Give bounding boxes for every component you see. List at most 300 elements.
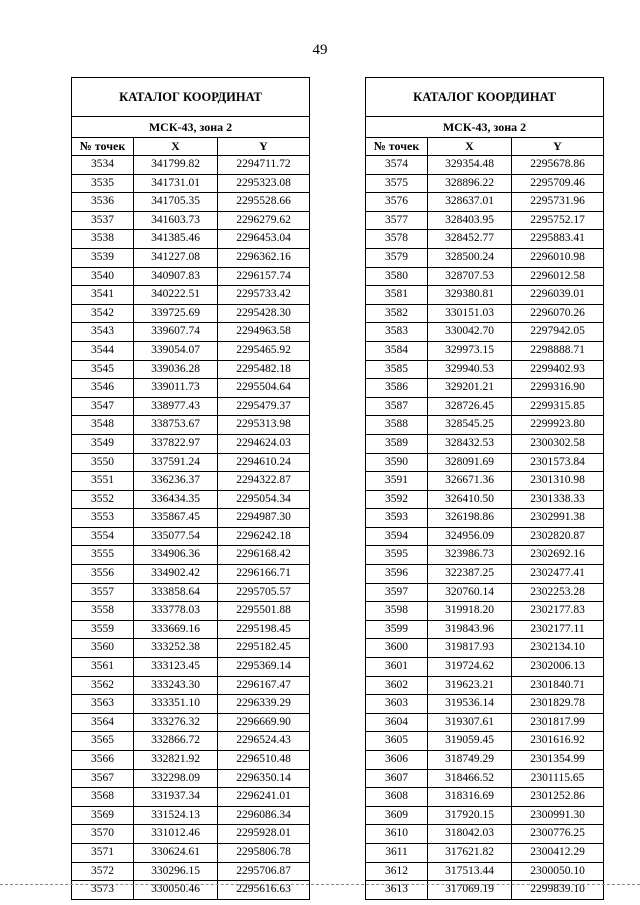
point-number-cell: 3613 (366, 881, 428, 900)
x-coordinate-cell: 338977.43 (134, 397, 218, 416)
table-row (72, 379, 310, 398)
point-number-cell: 3538 (72, 230, 134, 249)
x-coordinate-cell: 326198.86 (428, 509, 512, 528)
y-coordinate-cell: 2296167.47 (218, 676, 310, 695)
y-coordinate-cell: 2299923.80 (512, 416, 604, 435)
point-number-cell: 3591 (366, 472, 428, 491)
x-coordinate-cell: 331937.34 (134, 788, 218, 807)
table-row (366, 509, 604, 528)
point-number-cell: 3558 (72, 602, 134, 621)
x-coordinate-cell: 318042.03 (428, 825, 512, 844)
catalog-title: КАТАЛОГ КООРДИНАТ (366, 78, 604, 117)
y-coordinate-cell: 2296157.74 (218, 267, 310, 286)
point-number-cell: 3585 (366, 360, 428, 379)
table-row (366, 527, 604, 546)
y-coordinate-cell: 2301310.98 (512, 472, 604, 491)
x-coordinate-cell: 319843.96 (428, 620, 512, 639)
table-row (72, 434, 310, 453)
y-coordinate-cell: 2295313.98 (218, 416, 310, 435)
y-coordinate-cell: 2302820.87 (512, 527, 604, 546)
y-coordinate-cell: 2295731.96 (512, 193, 604, 212)
point-number-cell: 3560 (72, 639, 134, 658)
table-row (72, 583, 310, 602)
y-coordinate-cell: 2295528.66 (218, 193, 310, 212)
y-coordinate-cell: 2299402.93 (512, 360, 604, 379)
x-coordinate-cell: 317069.19 (428, 881, 512, 900)
y-coordinate-cell: 2295733.42 (218, 286, 310, 305)
y-coordinate-cell: 2295465.92 (218, 341, 310, 360)
table-row (366, 397, 604, 416)
table-row (72, 639, 310, 658)
point-number-cell: 3583 (366, 323, 428, 342)
table-row (366, 174, 604, 193)
table-row (366, 360, 604, 379)
page-bottom-rule (0, 884, 640, 885)
x-coordinate-cell: 333123.45 (134, 658, 218, 677)
point-number-cell: 3602 (366, 676, 428, 695)
table-row (72, 416, 310, 435)
point-number-cell: 3552 (72, 490, 134, 509)
y-coordinate-cell: 2301817.99 (512, 713, 604, 732)
y-coordinate-cell: 2295182.45 (218, 639, 310, 658)
y-coordinate-cell: 2295501.88 (218, 602, 310, 621)
y-coordinate-cell: 2301115.65 (512, 769, 604, 788)
x-coordinate-cell: 332866.72 (134, 732, 218, 751)
y-coordinate-cell: 2302692.16 (512, 546, 604, 565)
point-number-cell: 3548 (72, 416, 134, 435)
point-number-cell: 3536 (72, 193, 134, 212)
y-coordinate-cell: 2295482.18 (218, 360, 310, 379)
table-row (72, 286, 310, 305)
table-row (72, 304, 310, 323)
x-coordinate-cell: 330624.61 (134, 843, 218, 862)
table-row (72, 193, 310, 212)
x-coordinate-cell: 335867.45 (134, 509, 218, 528)
y-coordinate-cell: 2296339.29 (218, 695, 310, 714)
table-row (72, 174, 310, 193)
y-coordinate-cell: 2295369.14 (218, 658, 310, 677)
point-number-cell: 3584 (366, 341, 428, 360)
y-coordinate-cell: 2296279.62 (218, 211, 310, 230)
point-number-cell: 3549 (72, 434, 134, 453)
point-number-cell: 3571 (72, 843, 134, 862)
x-coordinate-cell: 341731.01 (134, 174, 218, 193)
x-coordinate-cell: 328545.25 (428, 416, 512, 435)
x-coordinate-cell: 330042.70 (428, 323, 512, 342)
point-number-cell: 3568 (72, 788, 134, 807)
point-number-cell: 3607 (366, 769, 428, 788)
point-number-cell: 3561 (72, 658, 134, 677)
table-row (72, 248, 310, 267)
table-row (72, 565, 310, 584)
table-row (366, 546, 604, 565)
y-coordinate-cell: 2296510.48 (218, 751, 310, 770)
table-row (366, 193, 604, 212)
y-coordinate-cell: 2300050.10 (512, 862, 604, 881)
point-number-cell: 3537 (72, 211, 134, 230)
point-number-cell: 3582 (366, 304, 428, 323)
point-number-cell: 3611 (366, 843, 428, 862)
point-number-cell: 3576 (366, 193, 428, 212)
y-coordinate-cell: 2294322.87 (218, 472, 310, 491)
x-coordinate-cell: 319918.20 (428, 602, 512, 621)
x-coordinate-cell: 337822.97 (134, 434, 218, 453)
catalog-title: КАТАЛОГ КООРДИНАТ (72, 78, 310, 117)
y-coordinate-cell: 2297942.05 (512, 323, 604, 342)
x-coordinate-cell: 333243.30 (134, 676, 218, 695)
y-coordinate-cell: 2296070.26 (512, 304, 604, 323)
y-coordinate-cell: 2295479.37 (218, 397, 310, 416)
table-row (366, 434, 604, 453)
table-row (366, 323, 604, 342)
x-coordinate-cell: 326671.36 (428, 472, 512, 491)
table-row (72, 788, 310, 807)
y-coordinate-cell: 2299315.85 (512, 397, 604, 416)
table-row (366, 676, 604, 695)
x-coordinate-cell: 337591.24 (134, 453, 218, 472)
table-row (366, 230, 604, 249)
y-coordinate-cell: 2301338.33 (512, 490, 604, 509)
y-coordinate-cell: 2296453.04 (218, 230, 310, 249)
column-header-y: Y (218, 138, 310, 156)
y-coordinate-cell: 2295198.45 (218, 620, 310, 639)
point-number-cell: 3559 (72, 620, 134, 639)
x-coordinate-cell: 320760.14 (428, 583, 512, 602)
point-number-cell: 3547 (72, 397, 134, 416)
y-coordinate-cell: 2301840.71 (512, 676, 604, 695)
point-number-cell: 3570 (72, 825, 134, 844)
point-number-cell: 3580 (366, 267, 428, 286)
point-number-cell: 3588 (366, 416, 428, 435)
table-row (72, 676, 310, 695)
x-coordinate-cell: 319536.14 (428, 695, 512, 714)
point-number-cell: 3566 (72, 751, 134, 770)
x-coordinate-cell: 336236.37 (134, 472, 218, 491)
point-number-cell: 3562 (72, 676, 134, 695)
table-row (366, 695, 604, 714)
y-coordinate-cell: 2301252.86 (512, 788, 604, 807)
column-header-point: № точек (72, 138, 134, 156)
x-coordinate-cell: 332298.09 (134, 769, 218, 788)
y-coordinate-cell: 2300776.25 (512, 825, 604, 844)
x-coordinate-cell: 317621.82 (428, 843, 512, 862)
x-coordinate-cell: 333778.03 (134, 602, 218, 621)
y-coordinate-cell: 2294624.03 (218, 434, 310, 453)
y-coordinate-cell: 2295705.57 (218, 583, 310, 602)
y-coordinate-cell: 2302177.11 (512, 620, 604, 639)
point-number-cell: 3578 (366, 230, 428, 249)
column-header-x: X (428, 138, 512, 156)
x-coordinate-cell: 331012.46 (134, 825, 218, 844)
y-coordinate-cell: 2294610.24 (218, 453, 310, 472)
x-coordinate-cell: 323986.73 (428, 546, 512, 565)
table-row (366, 602, 604, 621)
y-coordinate-cell: 2302134.10 (512, 639, 604, 658)
y-coordinate-cell: 2295504.64 (218, 379, 310, 398)
x-coordinate-cell: 339054.07 (134, 341, 218, 360)
x-coordinate-cell: 334902.42 (134, 565, 218, 584)
table-row (72, 360, 310, 379)
table-row (72, 472, 310, 491)
point-number-cell: 3600 (366, 639, 428, 658)
y-coordinate-cell: 2302991.38 (512, 509, 604, 528)
table-row (366, 862, 604, 881)
point-number-cell: 3563 (72, 695, 134, 714)
y-coordinate-cell: 2300412.29 (512, 843, 604, 862)
table-row (72, 267, 310, 286)
y-coordinate-cell: 2302006.13 (512, 658, 604, 677)
point-number-cell: 3539 (72, 248, 134, 267)
point-number-cell: 3610 (366, 825, 428, 844)
table-row (366, 620, 604, 639)
y-coordinate-cell: 2296086.34 (218, 806, 310, 825)
coordinate-catalog-left (71, 77, 310, 900)
table-row (72, 453, 310, 472)
x-coordinate-cell: 341227.08 (134, 248, 218, 267)
table-row (72, 713, 310, 732)
point-number-cell: 3554 (72, 527, 134, 546)
point-number-cell: 3575 (366, 174, 428, 193)
point-number-cell: 3573 (72, 881, 134, 900)
point-number-cell: 3605 (366, 732, 428, 751)
x-coordinate-cell: 339725.69 (134, 304, 218, 323)
table-row (366, 453, 604, 472)
x-coordinate-cell: 329973.15 (428, 341, 512, 360)
table-row (72, 490, 310, 509)
point-number-cell: 3535 (72, 174, 134, 193)
x-coordinate-cell: 328403.95 (428, 211, 512, 230)
x-coordinate-cell: 326410.50 (428, 490, 512, 509)
table-row (72, 843, 310, 862)
x-coordinate-cell: 341705.35 (134, 193, 218, 212)
point-number-cell: 3586 (366, 379, 428, 398)
y-coordinate-cell: 2295323.08 (218, 174, 310, 193)
point-number-cell: 3572 (72, 862, 134, 881)
column-header-point: № точек (366, 138, 428, 156)
table-row (72, 751, 310, 770)
y-coordinate-cell: 2295709.46 (512, 174, 604, 193)
x-coordinate-cell: 324956.09 (428, 527, 512, 546)
x-coordinate-cell: 328726.45 (428, 397, 512, 416)
point-number-cell: 3589 (366, 434, 428, 453)
x-coordinate-cell: 341799.82 (134, 156, 218, 175)
table-row (366, 211, 604, 230)
table-row (72, 695, 310, 714)
y-coordinate-cell: 2296242.18 (218, 527, 310, 546)
table-row (366, 806, 604, 825)
x-coordinate-cell: 319817.93 (428, 639, 512, 658)
point-number-cell: 3569 (72, 806, 134, 825)
y-coordinate-cell: 2301573.84 (512, 453, 604, 472)
x-coordinate-cell: 329940.53 (428, 360, 512, 379)
x-coordinate-cell: 328637.01 (428, 193, 512, 212)
x-coordinate-cell: 341385.46 (134, 230, 218, 249)
point-number-cell: 3545 (72, 360, 134, 379)
x-coordinate-cell: 333252.38 (134, 639, 218, 658)
y-coordinate-cell: 2296669.90 (218, 713, 310, 732)
x-coordinate-cell: 335077.54 (134, 527, 218, 546)
point-number-cell: 3603 (366, 695, 428, 714)
table-row (366, 825, 604, 844)
table-row (366, 751, 604, 770)
x-coordinate-cell: 322387.25 (428, 565, 512, 584)
point-number-cell: 3587 (366, 397, 428, 416)
y-coordinate-cell: 2302177.83 (512, 602, 604, 621)
y-coordinate-cell: 2301829.78 (512, 695, 604, 714)
page-number: 49 (312, 42, 328, 58)
point-number-cell: 3604 (366, 713, 428, 732)
x-coordinate-cell: 317920.15 (428, 806, 512, 825)
x-coordinate-cell: 319307.61 (428, 713, 512, 732)
x-coordinate-cell: 332821.92 (134, 751, 218, 770)
x-coordinate-cell: 330296.15 (134, 862, 218, 881)
point-number-cell: 3599 (366, 620, 428, 639)
table-row (72, 341, 310, 360)
y-coordinate-cell: 2294987.30 (218, 509, 310, 528)
x-coordinate-cell: 333276.32 (134, 713, 218, 732)
x-coordinate-cell: 328707.53 (428, 267, 512, 286)
table-row (72, 602, 310, 621)
column-header-y: Y (512, 138, 604, 156)
point-number-cell: 3612 (366, 862, 428, 881)
point-number-cell: 3550 (72, 453, 134, 472)
y-coordinate-cell: 2295616.63 (218, 881, 310, 900)
y-coordinate-cell: 2295706.87 (218, 862, 310, 881)
y-coordinate-cell: 2295752.17 (512, 211, 604, 230)
point-number-cell: 3540 (72, 267, 134, 286)
y-coordinate-cell: 2300991.30 (512, 806, 604, 825)
y-coordinate-cell: 2296168.42 (218, 546, 310, 565)
x-coordinate-cell: 330151.03 (428, 304, 512, 323)
x-coordinate-cell: 319623.21 (428, 676, 512, 695)
x-coordinate-cell: 329354.48 (428, 156, 512, 175)
y-coordinate-cell: 2299839.10 (512, 881, 604, 900)
point-number-cell: 3556 (72, 565, 134, 584)
point-number-cell: 3595 (366, 546, 428, 565)
x-coordinate-cell: 328091.69 (428, 453, 512, 472)
x-coordinate-cell: 328500.24 (428, 248, 512, 267)
point-number-cell: 3601 (366, 658, 428, 677)
table-row (366, 248, 604, 267)
table-row (366, 490, 604, 509)
x-coordinate-cell: 318749.29 (428, 751, 512, 770)
point-number-cell: 3541 (72, 286, 134, 305)
table-row (72, 658, 310, 677)
y-coordinate-cell: 2302477.41 (512, 565, 604, 584)
point-number-cell: 3551 (72, 472, 134, 491)
table-row (72, 825, 310, 844)
point-number-cell: 3592 (366, 490, 428, 509)
x-coordinate-cell: 330050.46 (134, 881, 218, 900)
x-coordinate-cell: 317513.44 (428, 862, 512, 881)
x-coordinate-cell: 333669.16 (134, 620, 218, 639)
y-coordinate-cell: 2295054.34 (218, 490, 310, 509)
table-row (72, 546, 310, 565)
x-coordinate-cell: 319059.45 (428, 732, 512, 751)
point-number-cell: 3534 (72, 156, 134, 175)
table-row (366, 713, 604, 732)
y-coordinate-cell: 2296039.01 (512, 286, 604, 305)
x-coordinate-cell: 341603.73 (134, 211, 218, 230)
table-row (366, 583, 604, 602)
table-row (366, 267, 604, 286)
y-coordinate-cell: 2301354.99 (512, 751, 604, 770)
x-coordinate-cell: 340907.83 (134, 267, 218, 286)
table-row (72, 323, 310, 342)
point-number-cell: 3546 (72, 379, 134, 398)
table-row (366, 639, 604, 658)
point-number-cell: 3606 (366, 751, 428, 770)
table-row (366, 304, 604, 323)
table-row (72, 509, 310, 528)
x-coordinate-cell: 328896.22 (428, 174, 512, 193)
table-row (366, 341, 604, 360)
x-coordinate-cell: 338753.67 (134, 416, 218, 435)
table-row (72, 862, 310, 881)
y-coordinate-cell: 2295678.86 (512, 156, 604, 175)
x-coordinate-cell: 336434.35 (134, 490, 218, 509)
table-row (366, 788, 604, 807)
y-coordinate-cell: 2300302.58 (512, 434, 604, 453)
catalog-subtitle: МСК-43, зона 2 (72, 117, 310, 138)
y-coordinate-cell: 2294711.72 (218, 156, 310, 175)
x-coordinate-cell: 328452.77 (428, 230, 512, 249)
x-coordinate-cell: 339036.28 (134, 360, 218, 379)
table-row (72, 397, 310, 416)
table-row (72, 230, 310, 249)
point-number-cell: 3567 (72, 769, 134, 788)
table-row (72, 211, 310, 230)
y-coordinate-cell: 2295928.01 (218, 825, 310, 844)
y-coordinate-cell: 2295883.41 (512, 230, 604, 249)
table-row (72, 527, 310, 546)
point-number-cell: 3574 (366, 156, 428, 175)
y-coordinate-cell: 2301616.92 (512, 732, 604, 751)
table-row (366, 416, 604, 435)
y-coordinate-cell: 2296524.43 (218, 732, 310, 751)
x-coordinate-cell: 333351.10 (134, 695, 218, 714)
y-coordinate-cell: 2296350.14 (218, 769, 310, 788)
y-coordinate-cell: 2302253.28 (512, 583, 604, 602)
x-coordinate-cell: 318316.69 (428, 788, 512, 807)
point-number-cell: 3608 (366, 788, 428, 807)
x-coordinate-cell: 329380.81 (428, 286, 512, 305)
y-coordinate-cell: 2296166.71 (218, 565, 310, 584)
y-coordinate-cell: 2296010.98 (512, 248, 604, 267)
point-number-cell: 3596 (366, 565, 428, 584)
table-row (366, 286, 604, 305)
x-coordinate-cell: 340222.51 (134, 286, 218, 305)
table-row (72, 806, 310, 825)
table-row (366, 732, 604, 751)
table-row (366, 156, 604, 175)
table-row (72, 769, 310, 788)
table-row (72, 620, 310, 639)
point-number-cell: 3564 (72, 713, 134, 732)
point-number-cell: 3593 (366, 509, 428, 528)
y-coordinate-cell: 2298888.71 (512, 341, 604, 360)
table-row (366, 769, 604, 788)
table-row (366, 379, 604, 398)
y-coordinate-cell: 2295806.78 (218, 843, 310, 862)
x-coordinate-cell: 329201.21 (428, 379, 512, 398)
x-coordinate-cell: 339607.74 (134, 323, 218, 342)
point-number-cell: 3555 (72, 546, 134, 565)
table-row (366, 843, 604, 862)
y-coordinate-cell: 2296362.16 (218, 248, 310, 267)
table-row (366, 565, 604, 584)
x-coordinate-cell: 333858.64 (134, 583, 218, 602)
